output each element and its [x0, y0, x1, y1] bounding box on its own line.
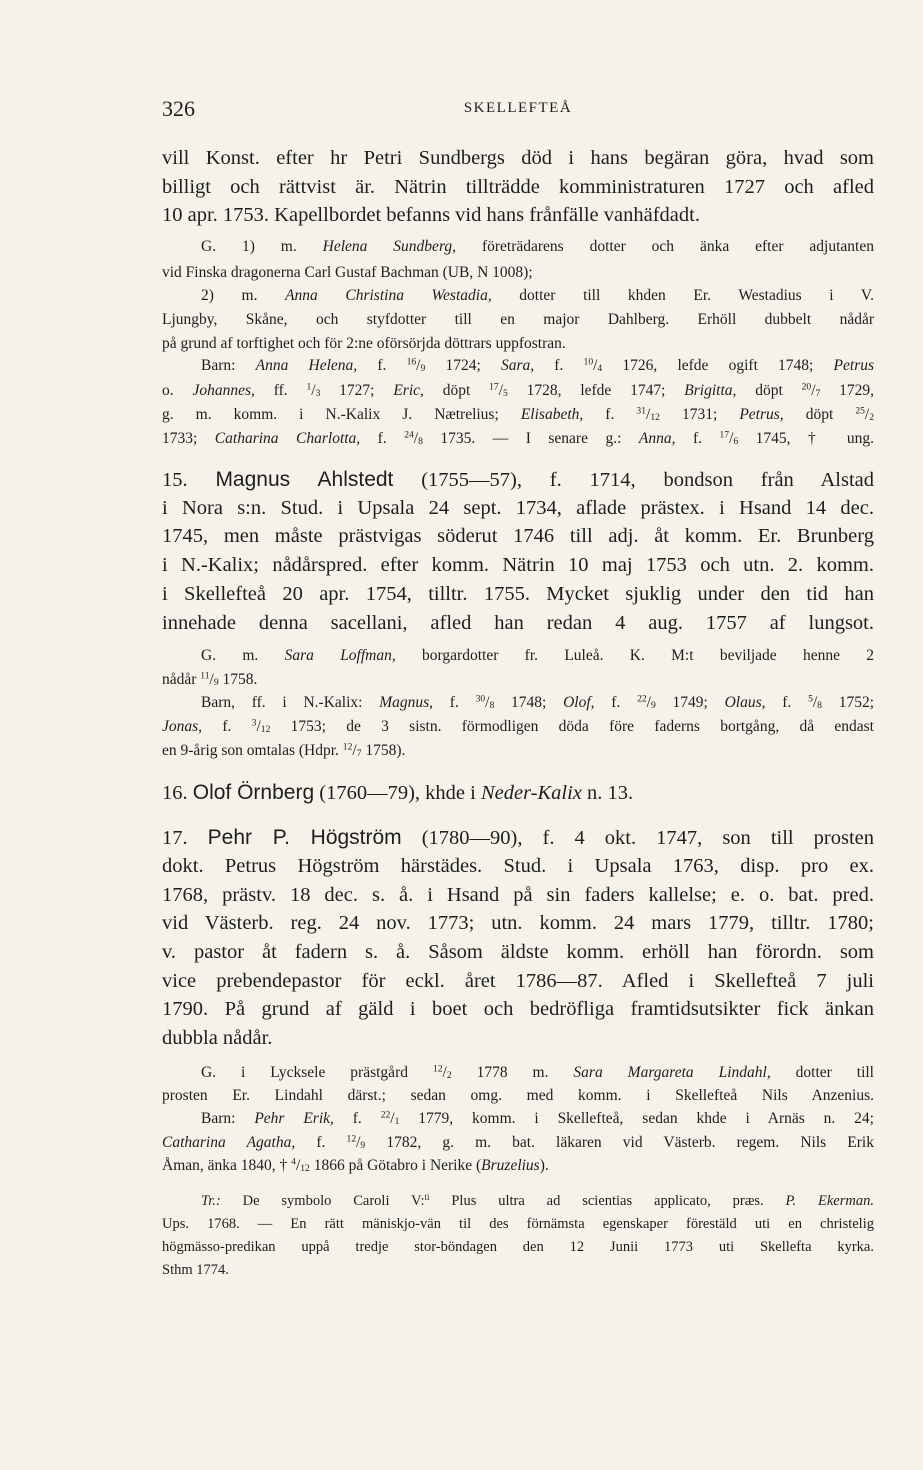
text-line: vid Finska dragonerna Carl Gustaf Bachman (UB, N 1008); — [162, 264, 533, 281]
page-number: 326 — [162, 96, 195, 121]
children-line: Catharina Agatha, f. $^{12}/_9$ 1782, g. m. bat. läkaren vid Västerb. regem. Nils Erik — [162, 1133, 874, 1151]
entry-name: Olof Örnberg — [192, 781, 315, 804]
entry-heading: 17. Pehr P. Högström (1780—90), f. 4 okt. 1747, son till prosten — [162, 826, 875, 849]
print-line: Ups. 1768. — En rätt mäniskjo-vän til des förnämsta egenskaper förestäld uti en christelig — [162, 1216, 874, 1232]
children-line: g. m. komm. i N.-Kalix J. Nætrelius; Elisabeth, f. $^{31}/_{12}$ 1731; Petrus, döpt $^{25}/_2$ — [162, 405, 875, 423]
text-line: 1768, prästv. 18 dec. s. å. i Hsand på sin faders kallelse; e. o. bat. pred. — [162, 884, 874, 906]
page-header — [162, 96, 874, 126]
text-line: Ljungby, Skåne, och styfdotter till en major Dahlberg. Erhöll dubbelt nådår — [162, 311, 874, 328]
text-line: dubbla nådår. — [162, 1027, 273, 1049]
children-line: Jonas, f. $^3/_{12}$ 1753; de 3 sistn. förmodligen döda före faderns bortgång, då endast — [162, 717, 874, 735]
marriage-line: G. m. Sara Loffman, borgardotter fr. Luleå. K. M:t beviljade henne 2 — [201, 647, 875, 664]
text-line: i N.-Kalix; nådårspred. efter komm. Nätrin 10 maj 1753 och utn. 2. komm. — [162, 554, 874, 576]
marriage-line: G. i Lycksele prästgård $^{12}/_2$ 1778 m. Sara Margareta Lindahl, dotter till — [201, 1063, 874, 1081]
children-line: o. Johannes, ff. $^1/_3$ 1727; Eric, döpt $^{17}/_5$ 1728, lefde 1747; Brigitta, döpt $^{20}/_7$ 1729, — [162, 381, 875, 399]
person-name: Anna Christina Westadia, — [285, 287, 492, 304]
children-line: Barn, ff. i N.-Kalix: Magnus, f. $^{30}/_8$ 1748; Olof, f. $^{22}/_9$ 1749; Olaus, f. $^5/_8$ 1752; — [201, 693, 875, 711]
entry-number: 17. — [162, 827, 188, 849]
text-line: 1790. På grund af gäld i boet och bedröfliga framtidsutsikter fick änkan — [162, 998, 874, 1020]
text-line: innehade denna sacellani, afled han redan 4 aug. 1757 af lungsot. — [162, 612, 874, 634]
text-line: prosten Er. Lindahl därst.; sedan omg. med komm. i Skellefteå Nils Anzenius. — [162, 1087, 874, 1104]
children-line: en 9-årig son omtalas (Hdpr. $^{12}/_7$ 1758). — [162, 741, 406, 759]
person-name: Helena Sundberg, — [322, 238, 457, 255]
print-label: Tr.: — [201, 1193, 221, 1209]
parish-name: Neder-Kalix — [480, 782, 582, 804]
entry-name: Pehr P. Högström — [207, 826, 402, 849]
children-line: Barn: Pehr Erik, f. $^{22}/_1$ 1779, komm. i Skellefteå, sedan khde i Arnäs n. 24; — [201, 1109, 874, 1127]
text-line: 1745, men måste prästvigas söderut 1746 till adj. åt komm. Er. Brunberg — [162, 525, 874, 547]
children-line: Åman, änka 1840, † $^4/_{12}$ 1866 på Götabro i Nerike (Bruzelius). — [162, 1156, 549, 1174]
print-line: Tr.: De symbolo Caroli V:$^{ti}$ Plus ultra ad scientias applicato, præs. P. Ekerman. — [201, 1192, 874, 1209]
text-line: v. pastor åt fadern s. å. Såsom äldste komm. erhöll han förordn. som — [162, 941, 874, 963]
entry-name: Magnus Ahlstedt — [215, 468, 394, 491]
children-line: Barn: Anna Helena, f. $^{16}/_9$ 1724; Sara, f. $^{10}/_4$ 1726, lefde ogift 1748; Petrus — [201, 356, 875, 374]
children-line: 1733; Catharina Charlotta, f. $^{24}/_8$ 1735. — I senare g.: Anna, f. $^{17}/_6$ 1745, † ung. — [162, 429, 874, 447]
text-line: vill Konst. efter hr Petri Sundbergs död i hans begäran göra, hvad som — [162, 147, 874, 169]
print-line: Sthm 1774. — [162, 1262, 229, 1278]
text-line: vice prebendepastor för eckl. året 1786—87. Afled i Skellefteå 7 juli — [162, 970, 874, 992]
marriage-line: 2) m. Anna Christina Westadia, dotter till khden Er. Westadius i V. — [201, 287, 874, 304]
text-line: i Skellefteå 20 apr. 1754, tilltr. 1755. Mycket sjuklig under den tid han — [162, 583, 874, 605]
person-name: Sara Margareta Lindahl, — [573, 1064, 771, 1081]
marriage-line: G. 1) m. Helena Sundberg, företrädarens dotter och änka efter adjutanten — [201, 238, 874, 255]
text-line: billigt och rättvist är. Nätrin tillträdde komministraturen 1727 och afled — [162, 176, 874, 198]
entry-heading: 16. Olof Örnberg (1760—79), khde i Neder-Kalix n. 13. — [162, 781, 634, 804]
running-title: SKELLEFTEÅ — [463, 100, 573, 116]
person-name: Sara Loffman, — [284, 647, 396, 664]
entry-number: 15. — [162, 469, 188, 491]
text-line: i Nora s:n. Stud. i Upsala 24 sept. 1734, aflade prästex. i Hsand 14 dec. — [162, 497, 874, 519]
text-line: dokt. Petrus Högström härstädes. Stud. i Upsala 1763, disp. pro ex. — [162, 855, 874, 877]
text-line: nådår $^{11}/_9$ 1758. — [162, 670, 258, 688]
text-line: vid Västerb. reg. 24 nov. 1773; utn. komm. 24 mars 1779, tilltr. 1780; — [162, 912, 874, 934]
text-line: på grund af torftighet och för 2:ne oförsörjda döttrars uppfostran. — [162, 335, 566, 352]
text-line: 10 apr. 1753. Kapellbordet befanns vid hans frånfälle vanhäfdadt. — [162, 204, 700, 226]
print-line: högmässo-predikan uppå tredje stor-böndagen den 12 Junii 1773 uti Skellefta kyrka. — [162, 1239, 874, 1255]
entry-number: 16. — [162, 782, 188, 804]
entry-heading: 15. Magnus Ahlstedt (1755—57), f. 1714, bondson från Alstad — [162, 468, 874, 491]
